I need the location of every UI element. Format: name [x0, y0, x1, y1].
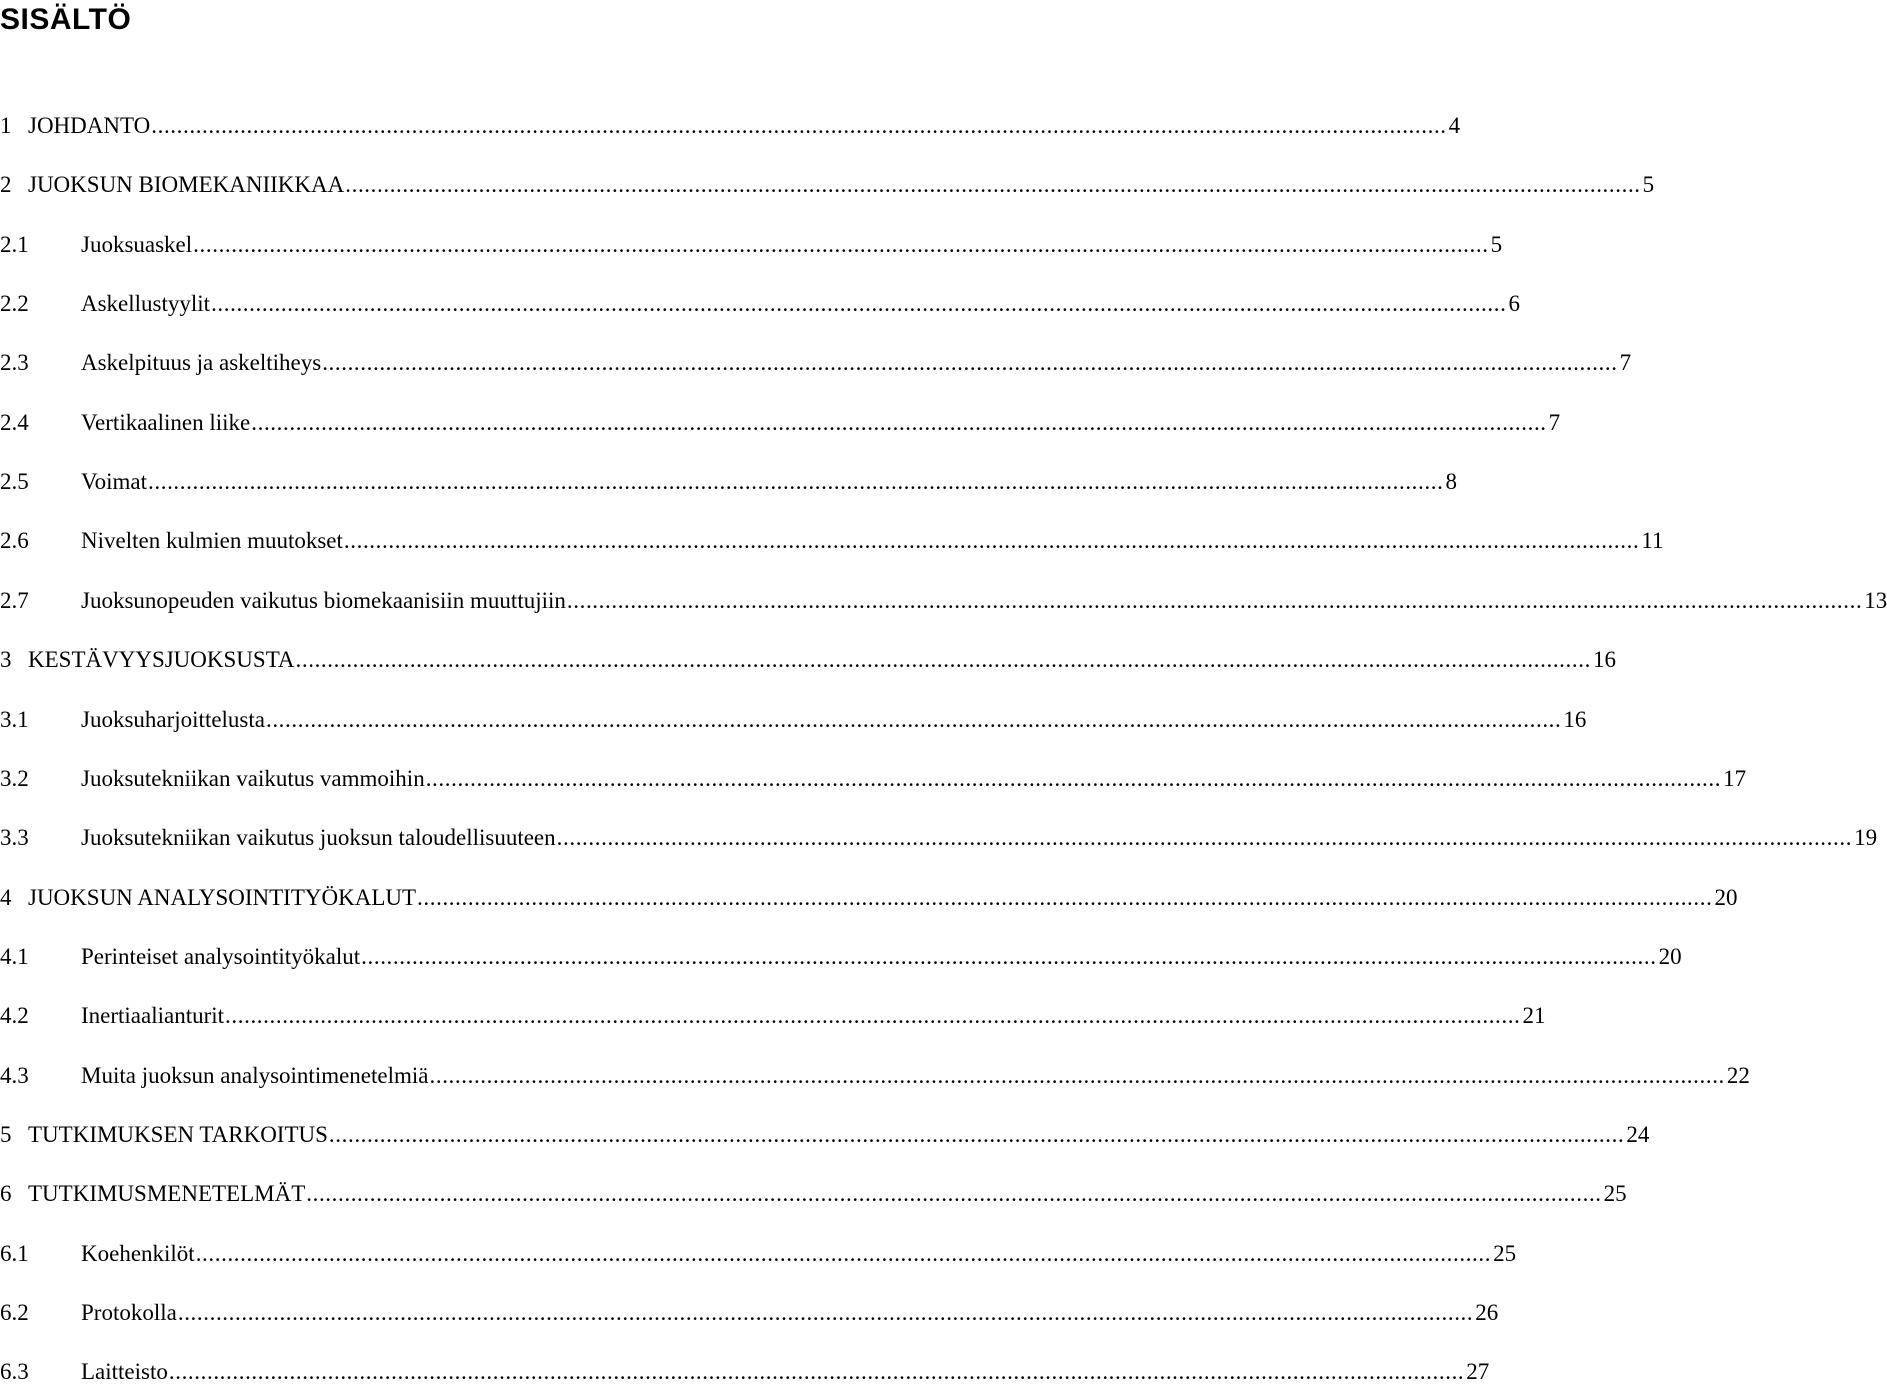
toc-entry[interactable]	[0, 942, 1682, 972]
toc-entry-title: Vertikaalinen liike	[81, 409, 251, 435]
toc-entry-title: Nivelten kulmien muutokset	[81, 528, 343, 554]
toc-leader-dots	[150, 111, 1448, 141]
toc-entry-title: Inertiaalianturit	[81, 1003, 225, 1029]
toc-leader-dots	[344, 170, 1642, 200]
toc-entry-page: 16	[1592, 647, 1616, 673]
toc-entry-page: 25	[1493, 1240, 1517, 1266]
toc-entry-number: 2.1	[0, 231, 29, 257]
toc-leader-dots	[192, 230, 1490, 260]
toc-entry-number: 3.2	[0, 765, 29, 791]
toc-entry-number: 2.6	[0, 528, 29, 554]
page-title: SISÄLTÖ	[0, 3, 132, 36]
toc-leader-dots	[147, 467, 1445, 497]
toc-entry-title: JUOKSUN ANALYSOINTITYÖKALUT	[28, 884, 417, 910]
toc-entry-number: 6.3	[0, 1359, 29, 1385]
toc-entry-number: 3	[0, 647, 12, 673]
toc-entry-title: KESTÄVYYSJUOKSUSTA	[28, 647, 295, 673]
toc-entry[interactable]	[0, 764, 1747, 794]
toc-leader-dots	[305, 1179, 1603, 1209]
toc-entry-number: 4.2	[0, 1003, 29, 1029]
toc-entry-page: 24	[1626, 1121, 1650, 1147]
toc-entry-number: 2.3	[0, 350, 29, 376]
toc-entry-page: 21	[1522, 1003, 1546, 1029]
toc-entry-page: 11	[1641, 528, 1664, 554]
toc-entry-number: 2	[0, 172, 12, 198]
toc-leader-dots	[566, 586, 1864, 616]
toc-entry-page: 8	[1445, 469, 1457, 495]
toc-entry[interactable]	[0, 289, 1520, 319]
toc-entry-page: 16	[1563, 706, 1587, 732]
toc-entry-page: 19	[1854, 825, 1878, 851]
toc-entry-title: Laitteisto	[81, 1359, 168, 1385]
toc-entry-number: 4	[0, 884, 12, 910]
toc-entry-page: 4	[1448, 113, 1461, 138]
toc-entry-title: JOHDANTO	[28, 113, 151, 138]
toc-entry-page: 25	[1603, 1181, 1627, 1207]
toc-leader-dots	[360, 942, 1658, 972]
toc-entry[interactable]	[0, 1298, 1499, 1328]
toc-leader-dots	[425, 764, 1723, 794]
toc-entry-number: 2.4	[0, 409, 29, 435]
toc-leader-dots	[177, 1298, 1475, 1328]
toc-entry-number: 4.1	[0, 943, 29, 969]
toc-entry[interactable]	[0, 823, 1878, 853]
toc-entry[interactable]	[0, 883, 1738, 913]
toc-entry-page: 26	[1475, 1300, 1499, 1325]
toc-leader-dots	[556, 823, 1854, 853]
toc-entry-page: 6	[1508, 291, 1520, 317]
toc-entry-number: 2.7	[0, 587, 29, 613]
toc-entry-page: 13	[1864, 587, 1887, 613]
toc-entry[interactable]	[0, 526, 1664, 556]
toc-entry-title: Askelpituus ja askeltiheys	[81, 350, 322, 376]
toc-entry-number: 3.3	[0, 825, 29, 851]
toc-entry-title: Juoksutekniikan vaikutus juoksun taloudellisuuteen	[81, 825, 556, 851]
toc-leader-dots	[210, 289, 1508, 319]
toc-entry-title: Juoksunopeuden vaikutus biomekaanisiin muuttujiin	[81, 587, 566, 613]
toc-entry-page: 22	[1726, 1062, 1750, 1088]
toc-entry-number: 2.5	[0, 469, 29, 495]
toc-entry-page: 20	[1658, 943, 1682, 969]
toc-leader-dots	[343, 526, 1641, 556]
toc-entry-number: 2.2	[0, 291, 29, 317]
toc-entry-page: 7	[1619, 350, 1632, 376]
toc-entry-number: 6	[0, 1181, 12, 1207]
toc-leader-dots	[416, 883, 1714, 913]
toc-leader-dots	[321, 348, 1619, 378]
toc-entry-number: 1	[0, 113, 12, 138]
toc-entry-page: 20	[1714, 884, 1738, 910]
toc-entry-title: Muita juoksun analysointimenetelmiä	[81, 1062, 429, 1088]
toc-entry-page: 27	[1466, 1359, 1490, 1385]
toc-entry-title: Juoksuaskel	[81, 231, 193, 257]
toc-entry-page: 5	[1642, 172, 1655, 198]
toc-entry-page: 5	[1490, 231, 1503, 257]
toc-entry-title: TUTKIMUSMENETELMÄT	[28, 1181, 306, 1207]
toc-entry[interactable]	[0, 1239, 1517, 1269]
toc-entry[interactable]	[0, 645, 1616, 675]
toc-entry[interactable]	[0, 1357, 1490, 1387]
toc-entry-title: Juoksuharjoittelusta	[81, 706, 265, 732]
toc-entry-number: 4.3	[0, 1062, 29, 1088]
toc-entry-page: 7	[1548, 409, 1561, 435]
toc-entry[interactable]	[0, 111, 1461, 141]
toc-entry-title: Askellustyylit	[81, 291, 211, 317]
toc-entry[interactable]	[0, 1179, 1627, 1209]
toc-entry[interactable]	[0, 467, 1457, 497]
toc-entry-title: JUOKSUN BIOMEKANIIKKAA	[28, 172, 345, 198]
toc-entry-page: 17	[1723, 765, 1747, 791]
toc-entry[interactable]	[0, 348, 1632, 378]
toc-leader-dots	[429, 1061, 1727, 1091]
toc-entry[interactable]	[0, 1061, 1750, 1091]
toc-entry[interactable]	[0, 1120, 1650, 1150]
toc-entry[interactable]	[0, 408, 1561, 438]
toc-leader-dots	[195, 1239, 1493, 1269]
toc-entry-title: Juoksutekniikan vaikutus vammoihin	[81, 765, 425, 791]
toc-leader-dots	[250, 408, 1548, 438]
toc-entry-title: TUTKIMUKSEN TARKOITUS	[28, 1121, 328, 1147]
toc-entry-title: Voimat	[81, 469, 148, 495]
toc-entry[interactable]	[0, 705, 1587, 735]
toc-leader-dots	[295, 645, 1593, 675]
toc-entry-title: Protokolla	[81, 1300, 177, 1325]
toc-entry[interactable]	[0, 586, 1887, 616]
toc-leader-dots	[265, 705, 1563, 735]
toc-entry[interactable]	[0, 230, 1503, 260]
toc-entry-number: 5	[0, 1121, 12, 1147]
toc-entry-number: 6.1	[0, 1240, 29, 1266]
toc-leader-dots	[328, 1120, 1626, 1150]
toc-entry[interactable]	[0, 170, 1655, 200]
toc-entry[interactable]	[0, 1001, 1546, 1031]
toc-leader-dots	[224, 1001, 1522, 1031]
toc-leader-dots	[168, 1357, 1466, 1387]
toc-entry-title: Perinteiset analysointityökalut	[81, 943, 361, 969]
toc-entry-number: 6.2	[0, 1300, 29, 1325]
toc-entry-number: 3.1	[0, 706, 29, 732]
toc-entry-title: Koehenkilöt	[81, 1240, 195, 1266]
